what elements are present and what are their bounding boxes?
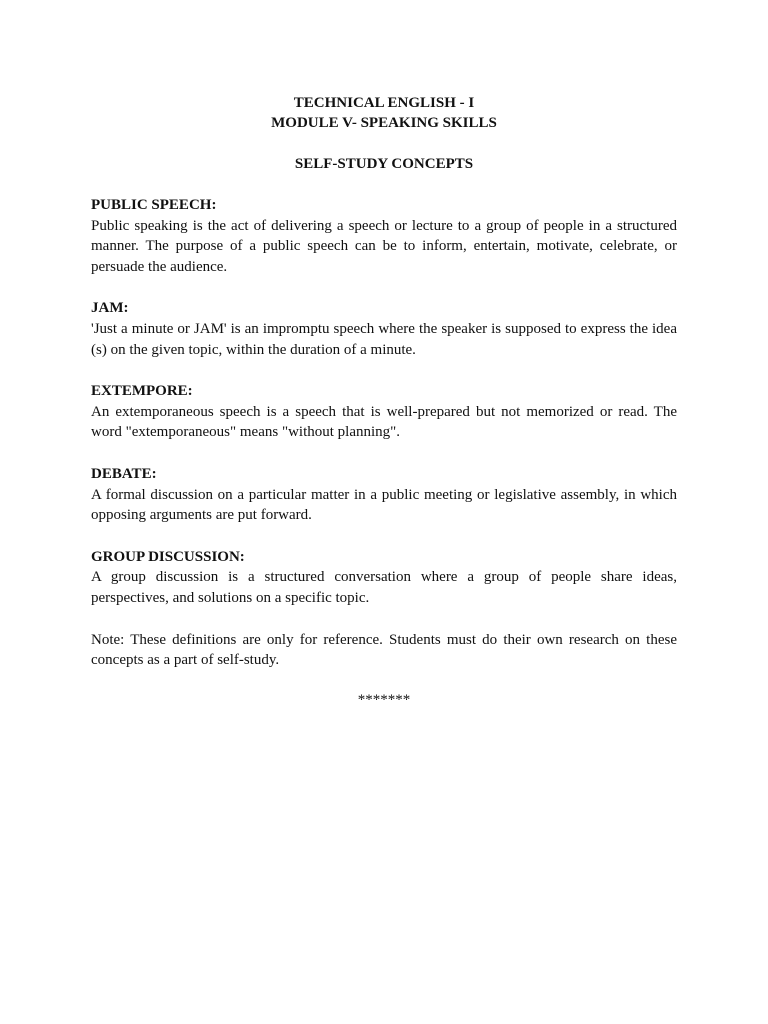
- reference-note: Note: These definitions are only for reference. Students must do their own research on these concepts as a part of self-study.: [91, 631, 677, 669]
- end-of-document-mark: *******: [357, 691, 411, 708]
- section-heading: DEBATE:: [91, 465, 157, 482]
- section-heading: PUBLIC SPEECH:: [91, 197, 217, 213]
- section-jam: [91, 298, 677, 360]
- section-body: 'Just a minute or JAM' is an impromptu speech where the speaker is supposed to express the idea (s) on the given topic, within the duration of a minute.: [91, 320, 677, 358]
- section-body: Public speaking is the act of delivering a speech or lecture to a group of people in a structured manner. The purpose of a public speech can be to inform, entertain, motivate, celebrate, or persuade the audience.: [91, 217, 677, 275]
- section-public-speech: [91, 195, 677, 277]
- section-body: An extemporaneous speech is a speech that is well-prepared but not memorized or read. The word "extemporaneous" means "without planning".: [91, 403, 677, 441]
- section-body: A formal discussion on a particular matter in a public meeting or legislative assembly, in which opposing arguments are put forward.: [91, 486, 677, 524]
- page-subtitle: SELF-STUDY CONCEPTS: [294, 156, 474, 172]
- section-extempore: [91, 381, 677, 443]
- section-heading: EXTEMPORE:: [91, 383, 193, 400]
- course-title: TECHNICAL ENGLISH - I: [293, 95, 475, 111]
- section-heading: GROUP DISCUSSION:: [91, 548, 245, 565]
- section-group-discussion: [91, 547, 677, 609]
- module-title: MODULE V- SPEAKING SKILLS: [271, 115, 497, 131]
- section-body: A group discussion is a structured conversation where a group of people share ideas, perspectives, and solutions on a specific topic.: [91, 569, 677, 606]
- section-heading: JAM:: [91, 300, 129, 317]
- section-debate: [91, 464, 677, 526]
